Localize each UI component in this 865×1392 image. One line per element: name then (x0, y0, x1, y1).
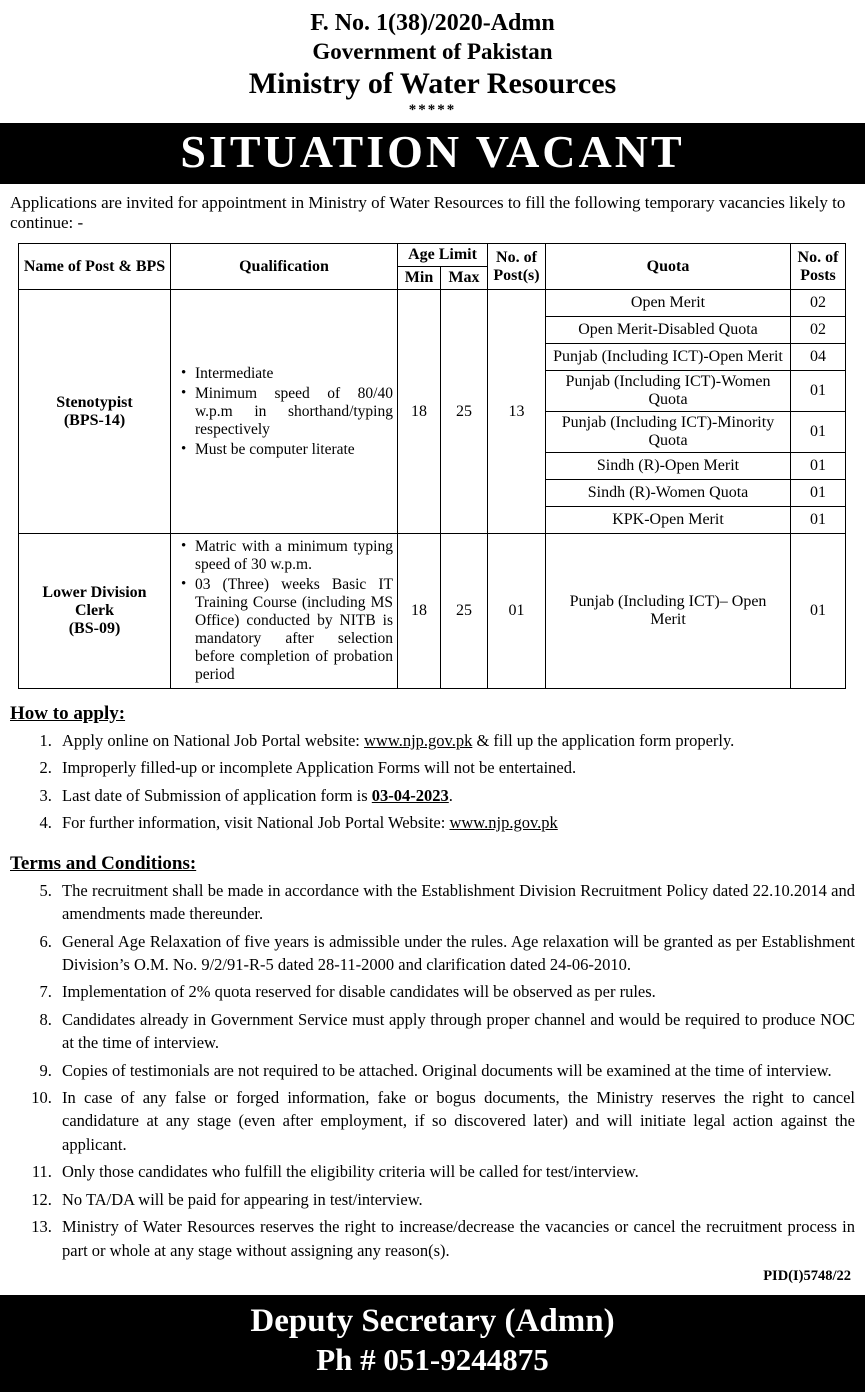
apply-item (56, 784, 855, 807)
document-header (0, 0, 865, 119)
quota-label: Punjab (Including ICT)– Open Merit (546, 534, 791, 689)
quota-label: Open Merit-Disabled Quota (546, 317, 791, 344)
njp-portal-link[interactable]: www.njp.gov.pk (364, 731, 473, 750)
vacancy-table (18, 243, 846, 689)
quota-label: Sindh (R)-Women Quota (546, 480, 791, 507)
how-to-apply-heading: How to apply: (10, 703, 126, 724)
quota-label: Punjab (Including ICT)-Minority Quota (546, 412, 791, 453)
terms-item: 9. Copies of testimonials are not required to be attached. Original documents will be examined at the time of interview. (56, 1059, 855, 1082)
quota-count: 04 (791, 344, 846, 371)
quota-count: 01 (791, 534, 846, 689)
age-max-cell: 25 (441, 534, 488, 689)
intro-text: Applications are invited for appointment in Ministry of Water Resources to fill the following temporary vacancies likely to continue: - (10, 193, 846, 232)
pid-number: PID(I)5748/22 (763, 1268, 851, 1285)
apply-item (56, 756, 855, 779)
post-name-cell (19, 534, 171, 689)
post-name: Stenotypist (56, 393, 133, 411)
quota-count: 02 (791, 290, 846, 317)
apply-item-text: Apply online on National Job Portal website: (62, 731, 365, 750)
qualification-item: • Minimum speed of 80/40 w.p.m in shorthand/typing respectively (179, 385, 393, 439)
terms-item: 10. In case of any false or forged information, fake or bogus documents, the Ministry reserves the right to cancel candidature at any stage (even after employment, if so discovered later) and will initiate legal action against the applicant. (56, 1086, 855, 1156)
quota-count: 01 (791, 371, 846, 412)
post-name-cell (19, 290, 171, 534)
header-quota: Quota (546, 244, 791, 290)
post-bps: (BS-09) (68, 620, 121, 637)
quota-count: 02 (791, 317, 846, 344)
terms-item: 12. No TA/DA will be paid for appearing in test/interview. (56, 1188, 855, 1211)
posts-count-cell: 13 (488, 290, 546, 534)
terms-item: 11. Only those candidates who fulfill the eligibility criteria will be called for test/interview. (56, 1160, 855, 1183)
header-qualification: Qualification (171, 244, 398, 290)
apply-item-text: For further information, visit National Job Portal Website: (62, 813, 450, 833)
table-row (19, 534, 846, 689)
terms-item: 6. General Age Relaxation of five years is admissible under the rules. Age relaxation will be granted as per Establishment Division’s O.M. No. 9/2/91-R-5 dated 28-11-2000 and clarification dated 24-06-2010. (56, 930, 855, 977)
quota-count: 01 (791, 453, 846, 480)
header-no-of-posts-group: No. of Post(s) (488, 244, 546, 290)
age-min-cell: 18 (398, 290, 441, 534)
apply-item (56, 811, 855, 834)
age-min-cell: 18 (398, 534, 441, 689)
terms-item: 13. Ministry of Water Resources reserves the right to increase/decrease the vacancies or cancel the recruitment process in part or whole at any stage without assigning any reason(s). (56, 1215, 855, 1262)
age-max-cell: 25 (441, 290, 488, 534)
header-age-limit: Age Limit (398, 244, 488, 267)
footer-phone: Ph # 051-9244875 (316, 1342, 549, 1378)
situation-vacant-banner (0, 123, 865, 184)
stars-separator: ***** (408, 102, 457, 118)
qualification-item: • Must be computer literate (179, 441, 393, 459)
header-no-of-posts: No. of Posts (791, 244, 846, 290)
quota-count: 01 (791, 507, 846, 534)
qualification-item: • Intermediate (179, 365, 393, 383)
footer-banner (0, 1295, 865, 1392)
post-bps: (BPS-14) (63, 411, 126, 429)
terms-item: 8. Candidates already in Government Service must apply through proper channel and would be required to produce NOC at the time of interview. (56, 1008, 855, 1055)
file-number: F. No. 1(38)/2020-Admn (310, 10, 555, 36)
qualification-item: • Matric with a minimum typing speed of 30 w.p.m. (179, 538, 393, 574)
posts-count-cell: 01 (488, 534, 546, 689)
banner-title: SITUATION VACANT (180, 126, 685, 177)
quota-count: 01 (791, 412, 846, 453)
table-row (19, 290, 846, 317)
apply-item-text: & fill up the application form properly. (472, 731, 735, 750)
terms-section (0, 839, 865, 1266)
header-max: Max (441, 267, 488, 290)
terms-item: 5. The recruitment shall be made in accordance with the Establishment Division Recruitment Policy dated 22.10.2014 and amendments made thereunder. (56, 879, 855, 926)
quota-label: KPK-Open Merit (546, 507, 791, 534)
terms-item: 7. Implementation of 2% quota reserved for disable candidates will be observed as per rules. (56, 980, 855, 1003)
post-name: Lower Division Clerk (42, 584, 147, 619)
how-to-apply-section (0, 689, 865, 839)
quota-count: 01 (791, 480, 846, 507)
apply-item (56, 729, 855, 752)
quota-label: Open Merit (546, 290, 791, 317)
njp-portal-link[interactable]: www.njp.gov.pk (449, 813, 558, 833)
qualification-item: • 03 (Three) weeks Basic IT Training Course (including MS Office) conducted by NITB is mandatory after selection before completion of probation period (179, 576, 393, 684)
qualification-cell (171, 290, 398, 534)
apply-item-text: . (448, 785, 453, 805)
apply-item-text: Improperly filled-up or incomplete Application Forms will not be entertained. (62, 758, 577, 778)
header-min: Min (398, 267, 441, 290)
terms-heading: Terms and Conditions: (10, 852, 197, 874)
apply-item-text: Last date of Submission of application form is (62, 785, 372, 805)
quota-label: Punjab (Including ICT)-Open Merit (546, 344, 791, 371)
last-date: 03-04-2023 (371, 785, 449, 805)
government-line: Government of Pakistan (312, 39, 553, 64)
header-post: Name of Post & BPS (19, 244, 171, 290)
quota-label: Sindh (R)-Open Merit (546, 453, 791, 480)
qualification-cell (171, 534, 398, 689)
ministry-title: Ministry of Water Resources (248, 67, 617, 100)
footer-signatory: Deputy Secretary (Admn) (250, 1303, 615, 1340)
quota-label: Punjab (Including ICT)-Women Quota (546, 371, 791, 412)
